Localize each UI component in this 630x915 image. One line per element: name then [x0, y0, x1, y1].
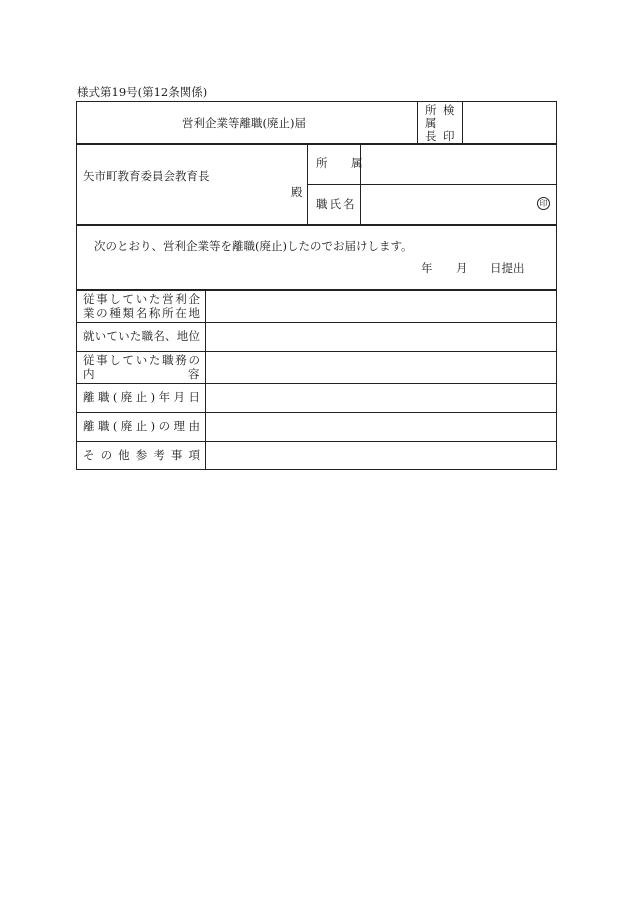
approval-label-1: 所	[425, 103, 437, 117]
affiliation-field[interactable]	[361, 145, 556, 184]
seal-mark: 印	[537, 197, 550, 210]
row-label-position: 就いていた職名、地位	[83, 329, 200, 343]
company-field[interactable]	[206, 291, 556, 322]
position-field[interactable]	[206, 323, 556, 351]
statement-section	[76, 225, 557, 290]
row-label-company-line1: 従事していた営利企	[83, 292, 200, 306]
date-month: 月	[456, 261, 468, 275]
approval-divider-left	[417, 101, 418, 144]
row-label-duties-line2a: 内	[83, 367, 95, 381]
addressee-name: 矢市町教育委員会教育長	[83, 169, 210, 183]
form-title: 営利企業等離職(廃止)届	[182, 116, 306, 130]
row-label-duties-line1: 従事していた職務の	[83, 353, 200, 367]
approval-label-4: 検	[443, 103, 455, 117]
approval-stamp-field[interactable]	[463, 102, 556, 143]
name-label: 職氏名	[316, 197, 357, 211]
approval-label-5: 印	[443, 129, 455, 143]
addressee-honorific: 殿	[291, 185, 303, 199]
row-label-duties-line2b: 容	[188, 367, 200, 381]
date-day-submit: 日提出	[490, 261, 525, 275]
name-field[interactable]	[361, 185, 536, 224]
duties-field[interactable]	[206, 352, 556, 383]
date-year: 年	[421, 261, 433, 275]
row-label-other: その他参考事項	[83, 448, 200, 462]
form-label: 様式第19号(第12条関係)	[77, 85, 208, 99]
reason-field[interactable]	[206, 413, 556, 441]
approval-label-2: 属	[425, 116, 437, 130]
statement-text: 次のとおり、営利企業等を離職(廃止)したのでお届けします。	[94, 239, 413, 253]
row-label-separation-date: 離職(廃止)年月日	[83, 390, 200, 404]
row-label-reason: 離職(廃止)の理由	[83, 419, 200, 433]
approval-label-3: 長	[425, 129, 437, 143]
separation-date-field[interactable]	[206, 384, 556, 412]
other-notes-field[interactable]	[206, 442, 556, 469]
affiliation-label: 所 属	[316, 156, 373, 170]
row-label-company-line2: 業の種類名称所在地	[83, 306, 200, 320]
